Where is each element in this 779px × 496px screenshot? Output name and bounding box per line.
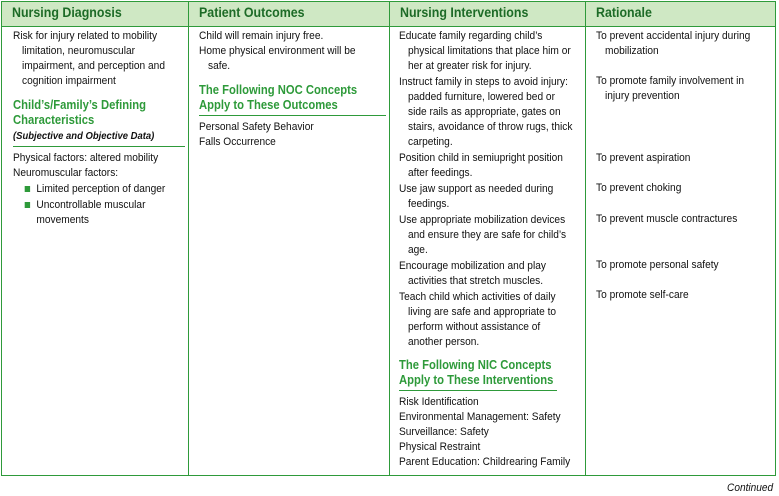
bullet-line: Limited perception of danger (36, 183, 166, 195)
intervention-line: living are safe and appropriate to (408, 306, 557, 318)
diagnosis-line: cognition impairment (22, 75, 116, 87)
nic-heading-line: Apply to These Interventions (399, 373, 554, 387)
intervention-line: another person. (408, 336, 480, 348)
rationale-line: To prevent aspiration (596, 152, 691, 164)
rationale-item (596, 151, 776, 166)
diagnosis-statement (13, 29, 184, 89)
defining-characteristics-heading (13, 98, 184, 143)
bullet-item (13, 182, 184, 197)
defining-heading-line: Child’s/Family’s Defining (13, 98, 146, 112)
bullet-item (13, 198, 184, 228)
intervention-line: carpeting. (408, 136, 453, 148)
intervention-item (399, 75, 584, 150)
nic-item: Environmental Management: Safety (399, 411, 561, 423)
factor-neuromuscular: Neuromuscular factors: (13, 167, 119, 179)
rationale-item (596, 181, 776, 196)
intervention-item (399, 259, 584, 289)
nic-item: Risk Identification (399, 396, 479, 408)
rationale-item (596, 212, 776, 227)
intervention-line: Use appropriate mobilization devices (399, 214, 566, 226)
intervention-line: her at greater risk for injury. (408, 60, 532, 72)
intervention-line: Encourage mobilization and play (399, 260, 546, 272)
rationale-line: To prevent choking (596, 182, 682, 194)
square-bullet-icon (25, 202, 30, 208)
nic-list (399, 395, 584, 470)
defining-subheading: (Subjective and Objective Data) (13, 130, 155, 142)
diagnosis-line: limitation, neuromuscular (22, 45, 136, 57)
nic-item: Physical Restraint (399, 441, 481, 453)
bullet-line: Uncontrollable muscular (36, 199, 146, 211)
column-divider (389, 2, 390, 475)
nic-heading-line: The Following NIC Concepts (399, 358, 552, 372)
noc-rule (199, 115, 386, 116)
factor-physical: Physical factors: altered mobility (13, 152, 159, 164)
intervention-item (399, 182, 584, 212)
rationale-line: To promote personal safety (596, 259, 719, 271)
intervention-item (399, 151, 584, 181)
intervention-line: Use jaw support as needed during (399, 183, 554, 195)
intervention-item (399, 29, 584, 74)
rationale-line: injury prevention (605, 90, 680, 102)
outcome-line: safe. (208, 60, 231, 72)
noc-heading (199, 83, 384, 113)
intervention-line: perform without assistance of (408, 321, 541, 333)
header-patient-outcomes: Patient Outcomes (199, 5, 305, 20)
bullet-line: movements (36, 214, 89, 226)
column-divider (585, 2, 586, 475)
nic-rule (399, 390, 557, 391)
rationale-line: To promote family involvement in (596, 75, 745, 87)
intervention-line: activities that stretch muscles. (408, 275, 544, 287)
noc-list (199, 120, 384, 150)
rationale-line: To promote self-care (596, 289, 689, 301)
intervention-line: Educate family regarding child’s (399, 30, 543, 42)
nic-item: Surveillance: Safety (399, 426, 489, 438)
defining-heading-line: Characteristics (13, 113, 95, 127)
rationale-line: To prevent accidental injury during (596, 30, 751, 42)
rationale-item (596, 258, 776, 273)
defining-factors (13, 151, 184, 228)
intervention-line: and ensure they are safe for child’s (408, 229, 567, 241)
intervention-line: Teach child which activities of daily (399, 291, 556, 303)
intervention-line: Position child in semiupright position (399, 152, 563, 164)
rationale-line: mobilization (605, 45, 659, 57)
rationale-item (596, 288, 776, 303)
outcomes-list (199, 29, 384, 74)
intervention-line: side rails as appropriate, gates on (408, 106, 561, 118)
diagnosis-line: Risk for injury related to mobility (13, 30, 158, 42)
noc-heading-line: The Following NOC Concepts (199, 83, 358, 97)
care-plan-table (1, 1, 776, 476)
header-rationale: Rationale (596, 5, 652, 20)
intervention-item (399, 290, 584, 350)
header-nursing-diagnosis: Nursing Diagnosis (12, 5, 122, 20)
rationale-line: To prevent muscle contractures (596, 213, 738, 225)
square-bullet-icon (25, 186, 30, 192)
noc-heading-line: Apply to These Outcomes (199, 98, 338, 112)
intervention-line: stairs, avoidance of throw rugs, thick (408, 121, 573, 133)
rationale-item (596, 29, 776, 59)
intervention-line: physical limitations that place him or (408, 45, 571, 57)
intervention-line: age. (408, 244, 428, 256)
intervention-line: feedings. (408, 198, 450, 210)
outcome-line: Child will remain injury free. (199, 30, 324, 42)
rationale-item (596, 74, 776, 104)
nic-heading (399, 358, 584, 388)
header-nursing-interventions: Nursing Interventions (400, 5, 529, 20)
continued-label: Continued (726, 482, 773, 494)
intervention-line: Instruct family in steps to avoid injury: (399, 76, 568, 88)
noc-item: Personal Safety Behavior (199, 121, 314, 133)
intervention-line: padded furniture, lowered bed or (408, 91, 555, 103)
defining-rule (13, 146, 185, 147)
outcome-line: Home physical environment will be (199, 45, 356, 57)
noc-item: Falls Occurrence (199, 136, 276, 148)
column-divider (188, 2, 189, 475)
diagnosis-line: impairment, and perception and (22, 60, 166, 72)
nic-item: Parent Education: Childrearing Family (399, 456, 571, 468)
intervention-line: after feedings. (408, 167, 473, 179)
intervention-item (399, 213, 584, 258)
interventions-list (399, 29, 584, 350)
